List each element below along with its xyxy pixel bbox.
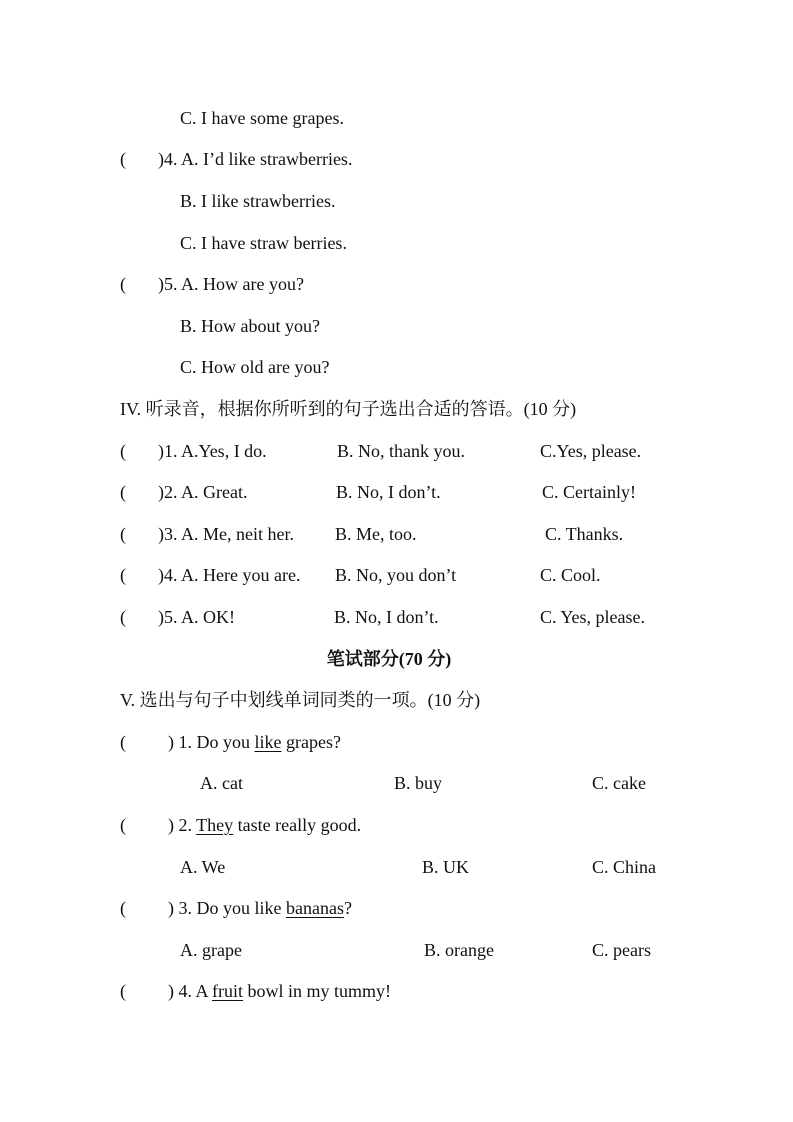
- answer-paren: (: [120, 482, 126, 502]
- s4-q1-option-c: C.Yes, please.: [540, 441, 642, 461]
- s4-q5-option-b: B. No, I don’t.: [334, 607, 439, 627]
- q4-option-b: B. I like strawberries.: [180, 191, 336, 211]
- section-4-heading: IV. 听录音，根据你所听到的句子选出合适的答语。(10 分): [120, 399, 577, 419]
- answer-paren: (: [120, 981, 126, 1001]
- s4-q2-option-a: )2. A. Great.: [158, 482, 248, 502]
- written-part-title: 笔试部分(70 分): [326, 649, 452, 669]
- answer-paren: (: [120, 607, 126, 627]
- s5-q2-stem: ) 2. They taste really good.: [168, 815, 362, 835]
- s5-q2-option-b: B. UK: [422, 857, 470, 877]
- s4-q4-option-c: C. Cool.: [540, 565, 601, 585]
- s5-q3-option-b: B. orange: [424, 940, 494, 960]
- q3-option-c: C. I have some grapes.: [180, 108, 344, 128]
- section-5-heading: V. 选出与句子中划线单词同类的一项。(10 分): [120, 690, 481, 710]
- s4-q2-option-b: B. No, I don’t.: [336, 482, 441, 502]
- s4-q3-option-c: C. Thanks.: [545, 524, 624, 544]
- answer-paren: (: [120, 898, 126, 918]
- q5-stem: )5. A. How are you?: [158, 274, 304, 294]
- s5-q3-option-a: A. grape: [180, 940, 242, 960]
- s5-q3-stem: ) 3. Do you like bananas?: [168, 898, 352, 918]
- s5-q4-stem: ) 4. A fruit bowl in my tummy!: [168, 981, 392, 1001]
- s5-q2-option-c: C. China: [592, 857, 657, 877]
- answer-paren: (: [120, 565, 126, 585]
- q4-stem: )4. A. I’d like strawberries.: [158, 149, 353, 169]
- underlined-word: like: [254, 732, 282, 752]
- q4-option-c: C. I have straw berries.: [180, 233, 347, 253]
- s4-q2-option-c: C. Certainly!: [542, 482, 636, 502]
- answer-paren: (: [120, 149, 126, 169]
- answer-paren: (: [120, 524, 126, 544]
- s4-q5-option-c: C. Yes, please.: [540, 607, 646, 627]
- s5-q1-option-c: C. cake: [592, 773, 646, 793]
- answer-paren: (: [120, 274, 126, 294]
- s5-q1-option-b: B. buy: [394, 773, 443, 793]
- answer-paren: (: [120, 732, 126, 752]
- underlined-word: They: [196, 815, 234, 835]
- s4-q1-option-b: B. No, thank you.: [337, 441, 465, 461]
- s4-q4-option-a: )4. A. Here you are.: [158, 565, 301, 585]
- s4-q3-option-a: )3. A. Me, neit her.: [158, 524, 294, 544]
- s4-q1-option-a: )1. A.Yes, I do.: [158, 441, 267, 461]
- s5-q1-option-a: A. cat: [200, 773, 243, 793]
- s4-q4-option-b: B. No, you don’t: [335, 565, 457, 585]
- s5-q2-option-a: A. We: [180, 857, 226, 877]
- underlined-word: bananas: [285, 898, 344, 918]
- q5-option-c: C. How old are you?: [180, 357, 330, 377]
- answer-paren: (: [120, 441, 126, 461]
- s4-q5-option-a: )5. A. OK!: [158, 607, 235, 627]
- s5-q1-stem: ) 1. Do you like grapes?: [168, 732, 341, 752]
- s4-q3-option-b: B. Me, too.: [335, 524, 417, 544]
- q5-option-b: B. How about you?: [180, 316, 320, 336]
- answer-paren: (: [120, 815, 126, 835]
- underlined-word: fruit: [212, 981, 244, 1001]
- s5-q3-option-c: C. pears: [592, 940, 651, 960]
